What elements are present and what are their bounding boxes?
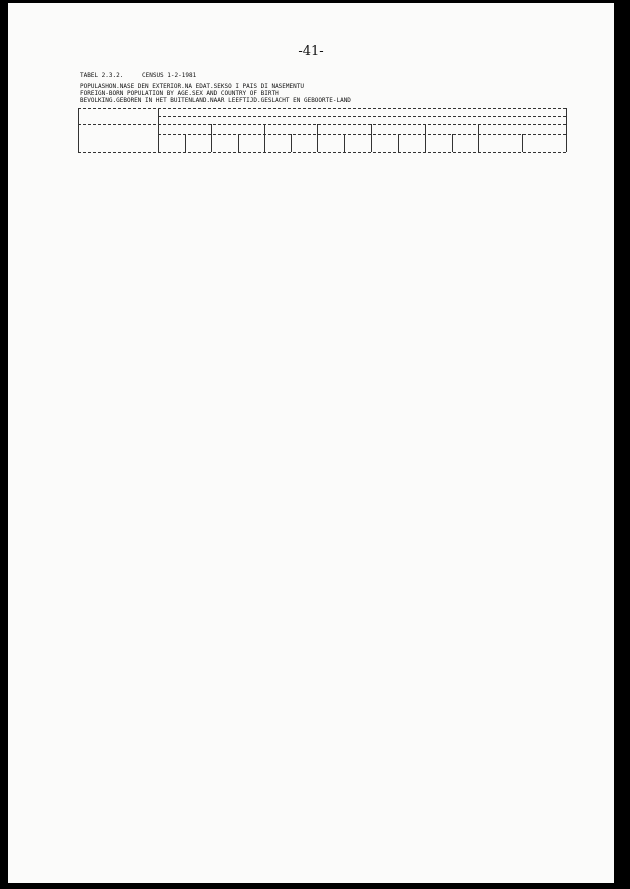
column-divider xyxy=(291,134,292,152)
column-divider xyxy=(371,124,372,152)
column-divider xyxy=(264,124,265,152)
column-divider xyxy=(185,134,186,152)
column-divider xyxy=(398,134,399,152)
title-line-english: FOREIGN-BORN POPULATION BY AGE.SEX AND COUNTRY OF BIRTH xyxy=(80,90,279,97)
column-divider xyxy=(566,108,567,152)
rule-line xyxy=(78,152,566,153)
title-line-dutch: BEVOLKING.GEBOREN IN HET BUITENLAND.NAAR LEEFTIJD.GESLACHT EN GEBOORTE-LAND xyxy=(80,97,351,104)
column-divider xyxy=(452,134,453,152)
page-number: -41- xyxy=(298,44,324,59)
rule-line xyxy=(158,116,566,117)
column-divider xyxy=(78,108,79,152)
rule-line xyxy=(158,134,566,135)
column-divider xyxy=(238,134,239,152)
column-divider xyxy=(211,124,212,152)
rule-line xyxy=(78,108,566,109)
rule-line xyxy=(78,124,566,125)
document-page xyxy=(8,3,614,883)
column-divider xyxy=(158,108,159,152)
column-divider xyxy=(522,134,523,152)
column-divider xyxy=(425,124,426,152)
column-divider xyxy=(317,124,318,152)
title-line-papiamentu: POPULASHON.NASE DEN EXTERIOR.NA EDAT.SEKSO I PAIS DI NASEMENTU xyxy=(80,83,304,90)
column-divider xyxy=(478,124,479,152)
column-divider xyxy=(344,134,345,152)
census-date: CENSUS 1-2-1981 xyxy=(142,72,197,79)
table-id: TABEL 2.3.2. xyxy=(80,72,124,79)
